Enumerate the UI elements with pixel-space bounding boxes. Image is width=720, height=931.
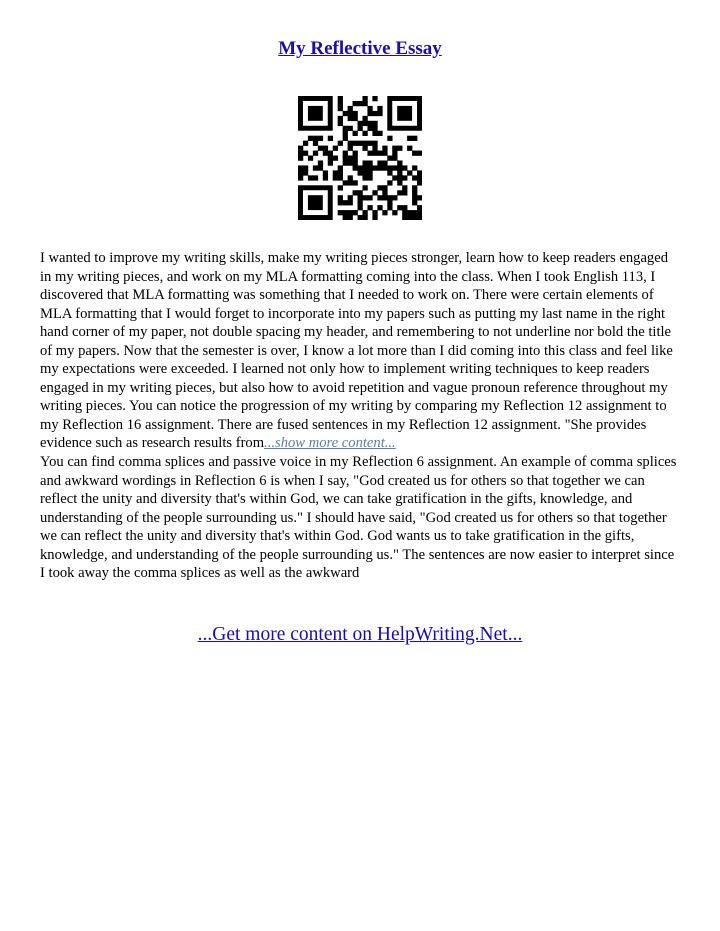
- essay-body: [40, 249, 682, 583]
- essay-paragraph-text: I wanted to improve my writing skills, make my writing pieces stronger, learn how to keep readers engaged in my writing pieces, and work on my MLA formatting coming into the class. When I took English 113, I discovered that MLA formatting was something that I needed to work on. There were certain elements of MLA formatting that I would forget to incorporate into my papers such as putting my last name in the right hand corner of my paper, not double spacing my header, and remembering to not underline nor bold the title of my papers. Now that the semester is over, I know a lot more than I did coming into this class and feel like my expectations were exceeded. I learned not only how to implement writing techniques to keep readers engaged in my writing pieces, but also how to avoid repetition and vague pronoun reference throughout my writing pieces. You can notice the progression of my writing by comparing my Reflection 12 assignment to my Reflection 16 assignment. There are fused sentences in my Reflection 12 assignment. "She provides evidence such as research results from: [40, 250, 673, 452]
- get-more-content-link[interactable]: ...Get more content on HelpWriting.Net...: [197, 624, 523, 645]
- essay-paragraph-text: You can find comma splices and passive voice in my Reflection 6 assignment. An example of comma splices and awkward wordings in Reflection 6 is when I say, "God created us for others so that together we can reflect the unity and diversity that's within God, we can take gratification in the gifts, knowledge, and understanding of the people surrounding us." I should have said, "God created us for others so that together we can reflect the unity and diversity that's within God. God wants us to take gratification in the gifts, knowledge, and understanding of the people surrounding us." The sentences are now easier to interpret since I took away the comma splices as well as the awkward: [40, 454, 677, 582]
- essay-paragraph: [40, 249, 682, 453]
- show-more-link[interactable]: ...show more content...: [264, 435, 396, 452]
- essay-title-link[interactable]: My Reflective Essay: [278, 38, 442, 59]
- qr-code-icon: [298, 96, 422, 220]
- essay-paragraph: [40, 453, 682, 583]
